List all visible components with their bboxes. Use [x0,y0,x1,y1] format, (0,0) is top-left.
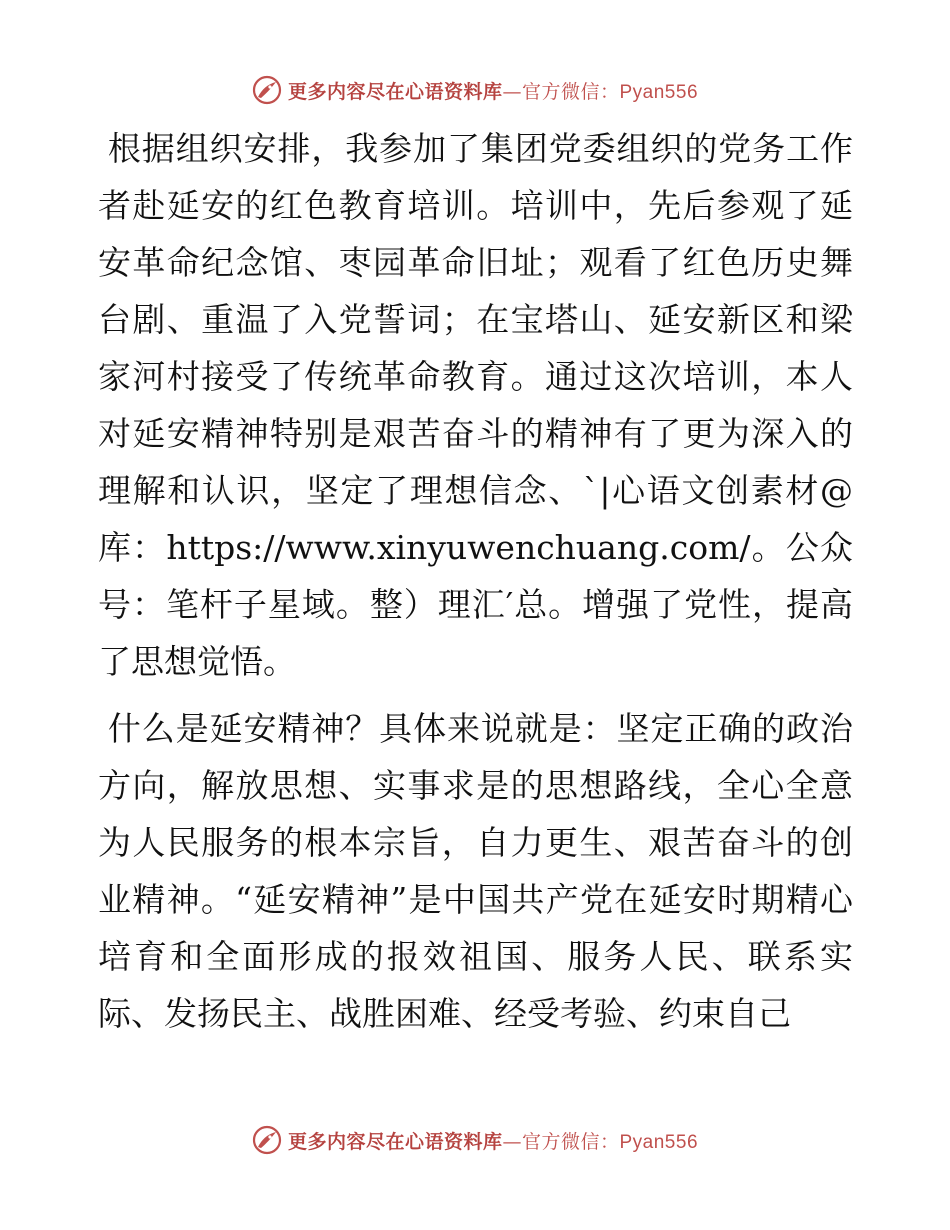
footer-banner-dash: — [502,1130,522,1153]
header-banner-text [288,77,698,104]
pen-nib-logo-icon [252,1125,282,1155]
footer-banner-wechat-id: Pyan556 [619,1131,699,1153]
header-banner-wechat-label: 官方微信： [521,80,620,103]
pen-nib-logo-icon [252,75,282,105]
footer-banner-wechat-label: 官方微信： [521,1130,620,1153]
header-banner-inner [252,75,698,105]
header-banner-dash: — [502,80,522,103]
header-banner-site: 更多内容尽在心语资料库 [287,80,503,103]
footer-banner-site: 更多内容尽在心语资料库 [287,1130,503,1153]
footer-banner [0,1120,950,1160]
body-text [98,120,853,1042]
paragraph-1: 根据组织安排，我参加了集团党委组织的党务工作者赴延安的红色教育培训。培训中，先后参观了延安革命纪念馆、枣园革命旧址；观看了红色历史舞台剧、重温了入党誓词；在宝塔山、延安新区和梁家河村接受了传统革命教育。通过这次培训，本人对延安精神特别是艰苦奋斗的精神有了更为深入的理解和认识，坚定了理想信念、`|心语文创素材@库：https://www.xinyuwenchuang.com/。公众号：笔杆子星域。整）理汇′总。增强了党性，提高了思想觉悟。 [98,129,853,681]
footer-banner-text [288,1127,698,1154]
paragraph-2: 什么是延安精神？具体来说就是：坚定正确的政治方向，解放思想、实事求是的思想路线，全心全意为人民服务的根本宗旨，自力更生、艰苦奋斗的创业精神。“延安精神”是中国共产党在延安时期精心培育和全面形成的报效祖国、服务人民、联系实际、发扬民主、战胜困难、经受考验、约束自己 [98,709,853,1033]
header-banner-wechat-id: Pyan556 [619,81,699,103]
header-banner [0,70,950,110]
footer-banner-inner [252,1125,698,1155]
